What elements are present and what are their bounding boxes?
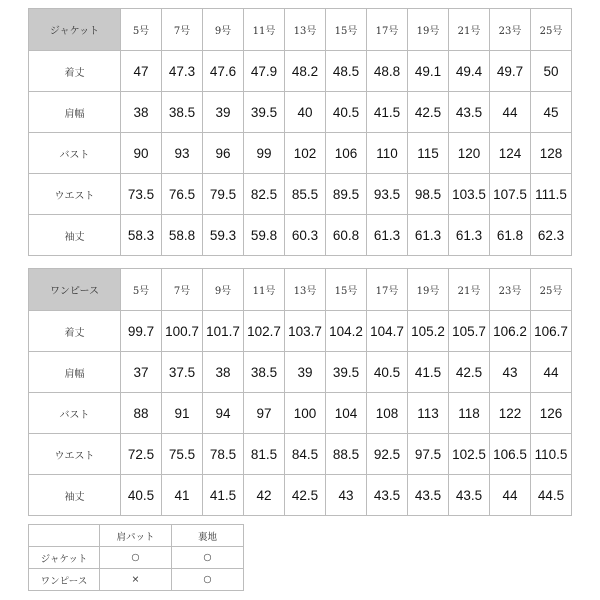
size-header: 9号 [203, 9, 244, 51]
measurement-cell: 88.5 [326, 434, 367, 475]
size-header: 17号 [367, 269, 408, 311]
measurement-cell: 111.5 [531, 174, 572, 215]
size-header: 7号 [162, 9, 203, 51]
row-label: 袖丈 [29, 475, 121, 516]
size-header: 23号 [490, 269, 531, 311]
shoulder-pad-mark: × [100, 569, 172, 591]
measurement-cell: 49.1 [408, 51, 449, 92]
dress-size-table [28, 268, 572, 516]
measurement-cell: 38.5 [244, 352, 285, 393]
measurement-cell: 42.5 [285, 475, 326, 516]
measurement-cell: 38 [203, 352, 244, 393]
size-header: 15号 [326, 269, 367, 311]
measurement-cell: 37.5 [162, 352, 203, 393]
table-header-row [29, 9, 572, 51]
lining-header: 裏地 [172, 525, 244, 547]
options-row-jacket [29, 547, 244, 569]
size-header: 11号 [244, 9, 285, 51]
measurement-cell: 47.9 [244, 51, 285, 92]
measurement-cell: 40.5 [121, 475, 162, 516]
measurement-cell: 103.5 [449, 174, 490, 215]
measurement-cell: 104.7 [367, 311, 408, 352]
measurement-cell: 103.7 [285, 311, 326, 352]
measurement-cell: 41.5 [203, 475, 244, 516]
size-header: 13号 [285, 9, 326, 51]
measurement-cell: 61.3 [408, 215, 449, 256]
size-header: 19号 [408, 9, 449, 51]
measurement-cell: 48.5 [326, 51, 367, 92]
measurement-cell: 43 [326, 475, 367, 516]
measurement-cell: 45 [531, 92, 572, 133]
size-header: 21号 [449, 9, 490, 51]
measurement-cell: 42 [244, 475, 285, 516]
measurement-cell: 76.5 [162, 174, 203, 215]
measurement-cell: 58.8 [162, 215, 203, 256]
options-row-label: ワンピース [29, 569, 100, 591]
measurement-cell: 40.5 [367, 352, 408, 393]
measurement-cell: 110 [367, 133, 408, 174]
options-corner-cell [29, 525, 100, 547]
measurement-cell: 106.7 [531, 311, 572, 352]
measurement-cell: 50 [531, 51, 572, 92]
measurement-cell: 44 [490, 475, 531, 516]
measurement-cell: 97 [244, 393, 285, 434]
measurement-cell: 43.5 [449, 475, 490, 516]
measurement-cell: 39.5 [244, 92, 285, 133]
shoulder-pad-header: 肩パット [100, 525, 172, 547]
table-row [29, 133, 572, 174]
measurement-cell: 43 [490, 352, 531, 393]
measurement-cell: 61.3 [449, 215, 490, 256]
options-header-row [29, 525, 244, 547]
measurement-cell: 61.8 [490, 215, 531, 256]
measurement-cell: 41.5 [408, 352, 449, 393]
measurement-cell: 41.5 [367, 92, 408, 133]
measurement-cell: 47.6 [203, 51, 244, 92]
size-header: 5号 [121, 9, 162, 51]
table-row [29, 475, 572, 516]
measurement-cell: 97.5 [408, 434, 449, 475]
table-row [29, 311, 572, 352]
size-header: 5号 [121, 269, 162, 311]
measurement-cell: 85.5 [285, 174, 326, 215]
row-label: ウエスト [29, 434, 121, 475]
table-row [29, 174, 572, 215]
measurement-cell: 118 [449, 393, 490, 434]
measurement-cell: 92.5 [367, 434, 408, 475]
measurement-cell: 84.5 [285, 434, 326, 475]
measurement-cell: 47 [121, 51, 162, 92]
table-header-row [29, 269, 572, 311]
table-row [29, 352, 572, 393]
measurement-cell: 58.3 [121, 215, 162, 256]
measurement-cell: 105.7 [449, 311, 490, 352]
options-table [28, 524, 244, 591]
size-header: 17号 [367, 9, 408, 51]
row-label: ウエスト [29, 174, 121, 215]
measurement-cell: 98.5 [408, 174, 449, 215]
measurement-cell: 93 [162, 133, 203, 174]
measurement-cell: 43.5 [367, 475, 408, 516]
measurement-cell: 104 [326, 393, 367, 434]
size-header: 21号 [449, 269, 490, 311]
measurement-cell: 47.3 [162, 51, 203, 92]
lining-mark: ○ [172, 547, 244, 569]
measurement-cell: 102 [285, 133, 326, 174]
shoulder-pad-mark: ○ [100, 547, 172, 569]
measurement-cell: 91 [162, 393, 203, 434]
options-row-dress [29, 569, 244, 591]
measurement-cell: 48.8 [367, 51, 408, 92]
measurement-cell: 40 [285, 92, 326, 133]
measurement-cell: 102.7 [244, 311, 285, 352]
measurement-cell: 99.7 [121, 311, 162, 352]
measurement-cell: 72.5 [121, 434, 162, 475]
measurement-cell: 73.5 [121, 174, 162, 215]
measurement-cell: 90 [121, 133, 162, 174]
row-label: バスト [29, 133, 121, 174]
measurement-cell: 60.3 [285, 215, 326, 256]
size-header: 9号 [203, 269, 244, 311]
measurement-cell: 126 [531, 393, 572, 434]
measurement-cell: 43.5 [449, 92, 490, 133]
measurement-cell: 100.7 [162, 311, 203, 352]
measurement-cell: 108 [367, 393, 408, 434]
lining-mark: ○ [172, 569, 244, 591]
measurement-cell: 48.2 [285, 51, 326, 92]
table-row [29, 393, 572, 434]
measurement-cell: 38 [121, 92, 162, 133]
size-header: 15号 [326, 9, 367, 51]
measurement-cell: 104.2 [326, 311, 367, 352]
measurement-cell: 99 [244, 133, 285, 174]
measurement-cell: 94 [203, 393, 244, 434]
measurement-cell: 75.5 [162, 434, 203, 475]
measurement-cell: 93.5 [367, 174, 408, 215]
row-label: 肩幅 [29, 352, 121, 393]
row-label: 着丈 [29, 51, 121, 92]
measurement-cell: 42.5 [408, 92, 449, 133]
measurement-cell: 124 [490, 133, 531, 174]
measurement-cell: 44.5 [531, 475, 572, 516]
measurement-cell: 82.5 [244, 174, 285, 215]
measurement-cell: 79.5 [203, 174, 244, 215]
size-header: 19号 [408, 269, 449, 311]
measurement-cell: 113 [408, 393, 449, 434]
size-header: 25号 [531, 269, 572, 311]
measurement-cell: 115 [408, 133, 449, 174]
measurement-cell: 59.3 [203, 215, 244, 256]
size-header: 25号 [531, 9, 572, 51]
table-row [29, 92, 572, 133]
row-label: 肩幅 [29, 92, 121, 133]
table-row [29, 215, 572, 256]
measurement-cell: 105.2 [408, 311, 449, 352]
measurement-cell: 81.5 [244, 434, 285, 475]
size-header: 7号 [162, 269, 203, 311]
measurement-cell: 78.5 [203, 434, 244, 475]
size-header: 23号 [490, 9, 531, 51]
measurement-cell: 106 [326, 133, 367, 174]
measurement-cell: 43.5 [408, 475, 449, 516]
measurement-cell: 110.5 [531, 434, 572, 475]
measurement-cell: 37 [121, 352, 162, 393]
table-row [29, 51, 572, 92]
measurement-cell: 96 [203, 133, 244, 174]
row-label: 袖丈 [29, 215, 121, 256]
measurement-cell: 88 [121, 393, 162, 434]
measurement-cell: 44 [531, 352, 572, 393]
measurement-cell: 107.5 [490, 174, 531, 215]
measurement-cell: 106.2 [490, 311, 531, 352]
measurement-cell: 106.5 [490, 434, 531, 475]
measurement-cell: 49.4 [449, 51, 490, 92]
measurement-cell: 62.3 [531, 215, 572, 256]
measurement-cell: 39 [203, 92, 244, 133]
size-header: 13号 [285, 269, 326, 311]
table-row [29, 434, 572, 475]
measurement-cell: 39.5 [326, 352, 367, 393]
row-label: 着丈 [29, 311, 121, 352]
measurement-cell: 102.5 [449, 434, 490, 475]
options-row-label: ジャケット [29, 547, 100, 569]
measurement-cell: 39 [285, 352, 326, 393]
measurement-cell: 120 [449, 133, 490, 174]
measurement-cell: 128 [531, 133, 572, 174]
measurement-cell: 40.5 [326, 92, 367, 133]
measurement-cell: 61.3 [367, 215, 408, 256]
measurement-cell: 122 [490, 393, 531, 434]
measurement-cell: 41 [162, 475, 203, 516]
row-label: バスト [29, 393, 121, 434]
jacket-table-title: ジャケット [29, 9, 121, 51]
measurement-cell: 100 [285, 393, 326, 434]
size-header: 11号 [244, 269, 285, 311]
measurement-cell: 44 [490, 92, 531, 133]
measurement-cell: 89.5 [326, 174, 367, 215]
measurement-cell: 101.7 [203, 311, 244, 352]
measurement-cell: 59.8 [244, 215, 285, 256]
measurement-cell: 60.8 [326, 215, 367, 256]
jacket-size-table [28, 8, 572, 256]
measurement-cell: 38.5 [162, 92, 203, 133]
measurement-cell: 49.7 [490, 51, 531, 92]
measurement-cell: 42.5 [449, 352, 490, 393]
dress-table-title: ワンピース [29, 269, 121, 311]
